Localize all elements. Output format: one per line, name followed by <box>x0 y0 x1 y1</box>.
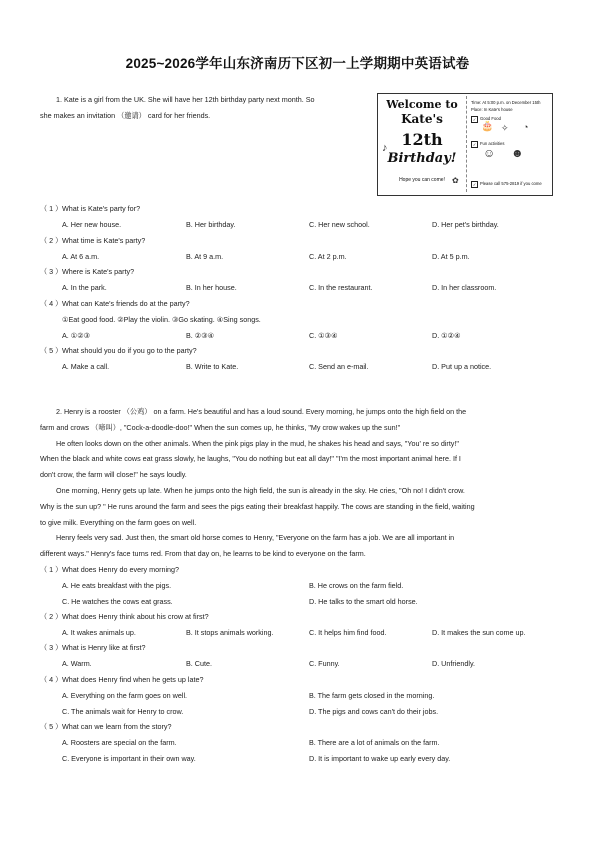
p1-q4-activities: ①Eat good food. ②Play the violin. ③Go skating. ④Sing songs. <box>62 315 261 324</box>
p1-q3-option-a[interactable]: A. In the park. <box>62 283 107 292</box>
p1-q3-option-c[interactable]: C. In the restaurant. <box>309 283 373 292</box>
passage-1-line-1: 1. Kate is a girl from the UK. She will have her 12th birthday party next month. So <box>56 95 315 104</box>
checkbox-icon: ✓ <box>472 117 477 122</box>
passage-2-line: different ways." Henry's face turns red. From that day on, he learns to be kind to everyone on the farm. <box>40 549 366 559</box>
p1-question-1: （ 1 ）What is Kate's party for? <box>40 204 141 213</box>
p1-q4-option-b[interactable]: B. ②③④ <box>186 331 215 340</box>
poster-age: 12th <box>401 130 443 149</box>
p2-q5-option-d[interactable]: D. It is important to wake up early every day. <box>309 754 451 763</box>
p2-q5-option-c[interactable]: C. Everyone is important in their own way. <box>62 754 196 763</box>
p1-q5-option-b[interactable]: B. Write to Kate. <box>186 362 239 371</box>
p1-q1-option-b[interactable]: B. Her birthday. <box>186 220 236 229</box>
poster-time: Time: At 5:00 p.m. on December 15th <box>471 100 541 105</box>
p1-q3-option-b[interactable]: B. In her house. <box>186 283 237 292</box>
p2-q4-option-c[interactable]: C. The animals wait for Henry to crow. <box>62 707 184 716</box>
p2-question-5: （ 5 ）What can we learn from the story? <box>40 722 172 731</box>
p1-q5-option-d[interactable]: D. Put up a notice. <box>432 362 492 371</box>
passage-2-line: to give milk. Everything on the farm goes on well. <box>40 517 197 527</box>
poster-call-row <box>471 181 542 188</box>
p1-q1-option-a[interactable]: A. Her new house. <box>62 220 122 229</box>
poster-place: Place: In Kate's house <box>471 107 513 112</box>
p1-question-4: （ 4 ）What can Kate's friends do at the party? <box>40 299 190 308</box>
p2-q1-option-c[interactable]: C. He watches the cows eat grass. <box>62 597 173 606</box>
p2-q3-option-d[interactable]: D. Unfriendly. <box>432 659 476 668</box>
p2-q5-option-b[interactable]: B. There are a lot of animals on the farm. <box>309 738 440 747</box>
paw-icon: ✿ <box>452 176 459 185</box>
p2-q2-option-a[interactable]: A. It wakes animals up. <box>62 628 136 637</box>
passage-2-line: don't crow, the farm will close!" he says loudly. <box>40 470 187 480</box>
p2-q2-option-c[interactable]: C. It helps him find food. <box>309 628 387 637</box>
passage-1-line-2: she makes an invitation （邀请） card for her friends. <box>40 110 211 120</box>
passage-1-intro <box>40 92 372 124</box>
p1-question-5: （ 5 ）What should you do if you go to the party? <box>40 346 197 355</box>
checkbox-icon: ✓ <box>472 182 477 187</box>
p2-q2-option-d[interactable]: D. It makes the sun come up. <box>432 628 526 637</box>
cake-icon: 🎂 <box>481 121 494 132</box>
poster-right-panel <box>466 96 551 192</box>
poster-call: Please call 575-2819 if you come <box>480 181 542 186</box>
p2-question-1: （ 1 ）What does Henry do every morning? <box>40 565 180 574</box>
p2-q1-option-d[interactable]: D. He talks to the smart old horse. <box>309 597 418 606</box>
passage-2-line: Why is the sun up? " He runs around the farm and sees the pigs eating their breakfast happily. The cows are standing in the field, waiting <box>40 501 475 511</box>
p1-question-2: （ 2 ）What time is Kate's party? <box>40 236 146 245</box>
passage-2-line: One morning, Henry gets up late. When he jumps onto the high field, the sun is already in the sky. He cries, "Oh no! I didn't crow. <box>56 485 465 495</box>
poster-name: Kate's <box>401 112 443 126</box>
page-title: 2025~2026学年山东济南历下区初一上学期期中英语试卷 <box>125 56 470 71</box>
passage-2 <box>40 404 556 562</box>
p1-q3-option-d[interactable]: D. In her classroom. <box>432 283 497 292</box>
passage-2-line: 2. Henry is a rooster （公鸡） on a farm. He's beautiful and has a loud sound. Every morning, he jumps onto the high field on the <box>56 407 467 416</box>
passage-2-line: Henry feels very sad. Just then, the smart old horse comes to Henry, "Everyone on the farm has a job. We are all important in <box>56 533 455 543</box>
p2-question-2: （ 2 ）What does Henry think about his crow at first? <box>40 612 209 621</box>
invitation-poster <box>377 93 553 196</box>
p1-q5-option-a[interactable]: A. Make a call. <box>62 362 110 371</box>
poster-birthday: Birthday! <box>387 151 457 166</box>
poster-food: Good Food <box>480 116 501 121</box>
p2-q4-option-b[interactable]: B. The farm gets closed in the morning. <box>309 691 435 700</box>
p1-q1-option-d[interactable]: D. Her pet's birthday. <box>432 220 499 229</box>
checkbox-icon: ✓ <box>472 142 477 147</box>
poster-welcome: Welcome to <box>386 98 458 111</box>
party-hat-icon: ♪ <box>382 142 388 154</box>
p2-q2-option-b[interactable]: B. It stops animals working. <box>186 628 274 637</box>
passage-2-line: When the black and white cows eat grass slowly, he laughs, "You do nothing but eat all day!" "I'm the most important animal here. If I <box>40 454 461 464</box>
p2-question-4: （ 4 ）What does Henry find when he gets up late? <box>40 675 204 684</box>
p2-q4-option-d[interactable]: D. The pigs and cows can't do their jobs. <box>309 707 439 716</box>
candy-icon: ✧ <box>501 123 509 133</box>
p1-q5-option-c[interactable]: C. Send an e-mail. <box>309 362 369 371</box>
p2-q3-option-a[interactable]: A. Warm. <box>62 659 92 668</box>
pizza-icon: ◔ <box>523 122 529 132</box>
p2-question-3: （ 3 ）What is Henry like at first? <box>40 643 146 652</box>
p1-q2-option-a[interactable]: A. At 6 a.m. <box>62 252 100 261</box>
p2-q3-option-c[interactable]: C. Funny. <box>309 659 340 668</box>
p2-q4-option-a[interactable]: A. Everything on the farm goes on well. <box>62 691 188 700</box>
p2-q3-option-b[interactable]: B. Cute. <box>186 659 212 668</box>
dancing-kid-icon: ☺ <box>483 146 496 160</box>
poster-hope: Hope you can come! <box>399 177 445 183</box>
passage-2-line: He often looks down on the other animals. When the pink pigs play in the mud, he shakes his head and says, "You' re so dirty!" <box>56 438 459 448</box>
p1-q2-option-b[interactable]: B. At 9 a.m. <box>186 252 224 261</box>
p1-q4-option-c[interactable]: C. ①③④ <box>309 331 338 340</box>
p2-q1-option-a[interactable]: A. He eats breakfast with the pigs. <box>62 581 172 590</box>
poster-left-panel <box>380 96 464 192</box>
p1-q2-option-c[interactable]: C. At 2 p.m. <box>309 252 347 261</box>
p1-q4-option-a[interactable]: A. ①②③ <box>62 331 91 340</box>
p1-q4-option-d[interactable]: D. ①②④ <box>432 331 461 340</box>
singing-kid-icon: ☻ <box>511 146 524 160</box>
poster-activities: Fun activities <box>480 141 505 146</box>
p2-q5-option-a[interactable]: A. Roosters are special on the farm. <box>62 738 177 747</box>
p2-q1-option-b[interactable]: B. He crows on the farm field. <box>309 581 404 590</box>
p1-q1-option-c[interactable]: C. Her new school. <box>309 220 370 229</box>
passage-2-line: farm and crows （啼叫）, "Cock-a-doodle-doo!" When the sun comes up, he thinks, "My crow wakes up the sun!" <box>40 422 401 432</box>
p1-q2-option-d[interactable]: D. At 5 p.m. <box>432 252 470 261</box>
p1-question-3: （ 3 ）Where is Kate's party? <box>40 267 135 276</box>
